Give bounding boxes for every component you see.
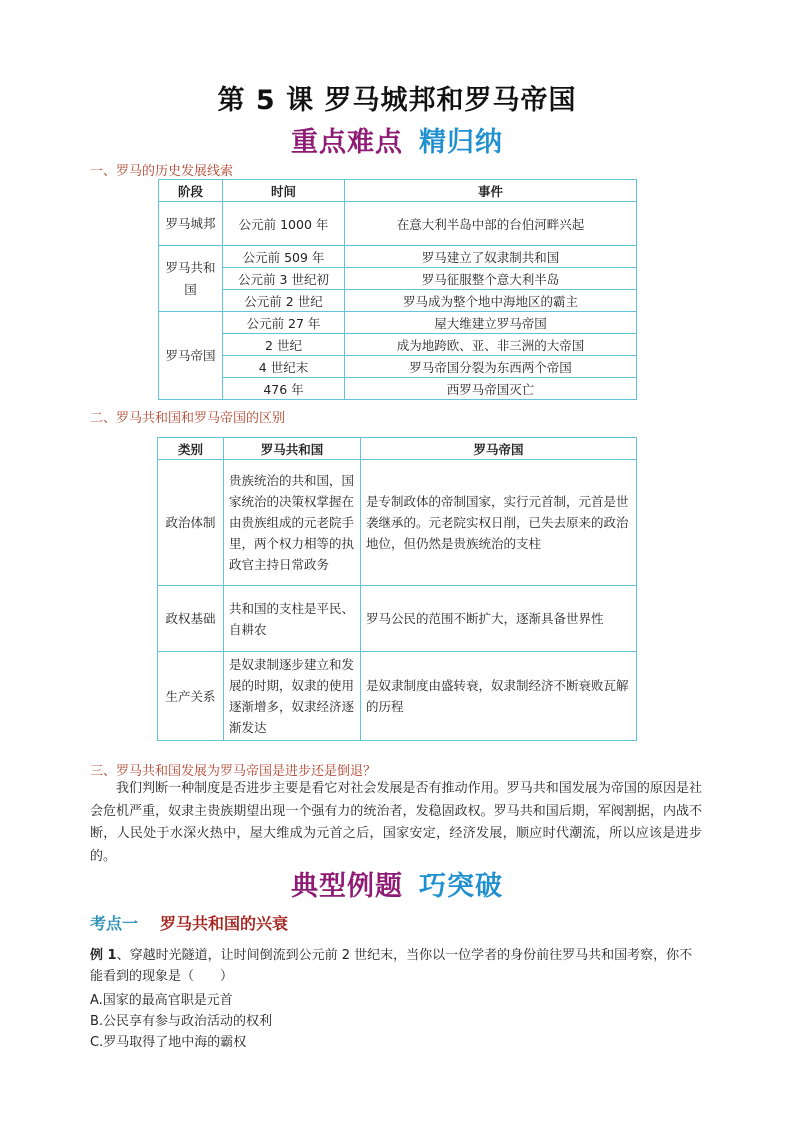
time-cell: 476 年 [223,378,345,400]
category-cell: 生产关系 [158,652,224,741]
time-cell: 公元前 2 世纪 [223,290,345,312]
section2-heading: 二、罗马共和国和罗马帝国的区别 [90,411,286,426]
example1-text: 、穿越时光隧道，让时间倒流到公元前 2 世纪末，当你以一位学者的身份前往罗马共和国考察，你不能看到的现象是（ ） [90,948,693,984]
table-row [159,202,637,246]
time-cell: 公元前 3 世纪初 [223,268,345,290]
event-cell: 罗马征服整个意大利半岛 [345,268,637,290]
section1-heading: 一、罗马的历史发展线索 [90,164,234,179]
option-c: C.罗马取得了地中海的霸权 [90,1035,247,1050]
section3-paragraph: 我们判断一种制度是否进步主要是看它对社会发展是否有推动作用。罗马共和国发展为帝国的原因是社会危机严重，奴隶主贵族期望出现一个强有力的统治者，发稳固政权。罗马共和国后期，军阀割据，内战不断，人民处于水深火热中，屋大维成为元首之后，国家安定，经济发展，顺应时代潮流，所以应该是进步的。 [90,781,702,864]
table-row [158,460,637,586]
stage-cell: 罗马帝国 [159,312,223,400]
time-cell: 2 世纪 [223,334,345,356]
banner-examples [0,864,794,903]
empire-cell: 是专制政体的帝制国家，实行元首制，元首是世袭继承的。元老院实权日削，已失去原来的政治地位，但仍然是贵族统治的支柱 [361,460,637,586]
table-row [159,378,637,400]
timeline-header-stage: 阶段 [159,180,223,202]
example1-label: 例 1 [90,948,117,963]
page-title: 第 5 课 罗马城邦和罗马帝国 [217,85,577,116]
table-row [159,268,637,290]
stage-cell: 罗马共和国 [159,246,223,312]
table-row [159,246,637,268]
republic-cell: 贵族统治的共和国，国家统治的决策权掌握在由贵族组成的元老院手里，两个权力相等的执政官主持日常政务 [224,460,361,586]
category-cell: 政治体制 [158,460,224,586]
table-row [159,334,637,356]
table-row [158,652,637,741]
republic-cell: 是奴隶制逐步建立和发展的时期，奴隶的使用逐渐增多，奴隶经济逐渐发达 [224,652,361,741]
kaodian-title: 罗马共和国的兴衰 [160,914,289,933]
time-cell: 公元前 27 年 [223,312,345,334]
option-a: A.国家的最高官职是元首 [90,993,233,1008]
table-row [159,290,637,312]
empire-cell: 罗马公民的范围不断扩大，逐渐具备世界性 [361,586,637,652]
timeline-table [158,179,637,400]
banner-examples-part1: 典型例题 [291,871,403,902]
event-cell: 西罗马帝国灭亡 [345,378,637,400]
option-b: B.公民享有参与政治活动的权利 [90,1014,273,1029]
table-row [158,586,637,652]
example1-question [90,945,702,987]
event-cell: 屋大维建立罗马帝国 [345,312,637,334]
comparison-table [157,437,637,741]
republic-cell: 共和国的支柱是平民、自耕农 [224,586,361,652]
comparison-header-category: 类别 [158,438,224,460]
stage-cell: 罗马城邦 [159,202,223,246]
empire-cell: 是奴隶制度由盛转衰，奴隶制经济不断衰败瓦解的历程 [361,652,637,741]
time-cell: 4 世纪末 [223,356,345,378]
event-cell: 在意大利半岛中部的台伯河畔兴起 [345,202,637,246]
section3-heading: 三、罗马共和国发展为罗马帝国是进步还是倒退？ [90,764,377,779]
kaodian-heading [90,911,288,934]
time-cell: 公元前 509 年 [223,246,345,268]
table-row [159,356,637,378]
timeline-header-time: 时间 [223,180,345,202]
event-cell: 成为地跨欧、亚、非三洲的大帝国 [345,334,637,356]
banner-key-points-part1: 重点难点 [291,127,403,158]
event-cell: 罗马成为整个地中海地区的霸主 [345,290,637,312]
category-cell: 政权基础 [158,586,224,652]
banner-key-points [0,120,794,159]
table-row [159,312,637,334]
banner-key-points-part2: 精归纳 [419,127,503,158]
event-cell: 罗马建立了奴隶制共和国 [345,246,637,268]
banner-examples-part2: 巧突破 [419,871,503,902]
kaodian-label: 考点一 [90,914,139,933]
time-cell: 公元前 1000 年 [223,202,345,246]
event-cell: 罗马帝国分裂为东西两个帝国 [345,356,637,378]
timeline-header-event: 事件 [345,180,637,202]
comparison-header-republic: 罗马共和国 [224,438,361,460]
comparison-header-empire: 罗马帝国 [361,438,637,460]
